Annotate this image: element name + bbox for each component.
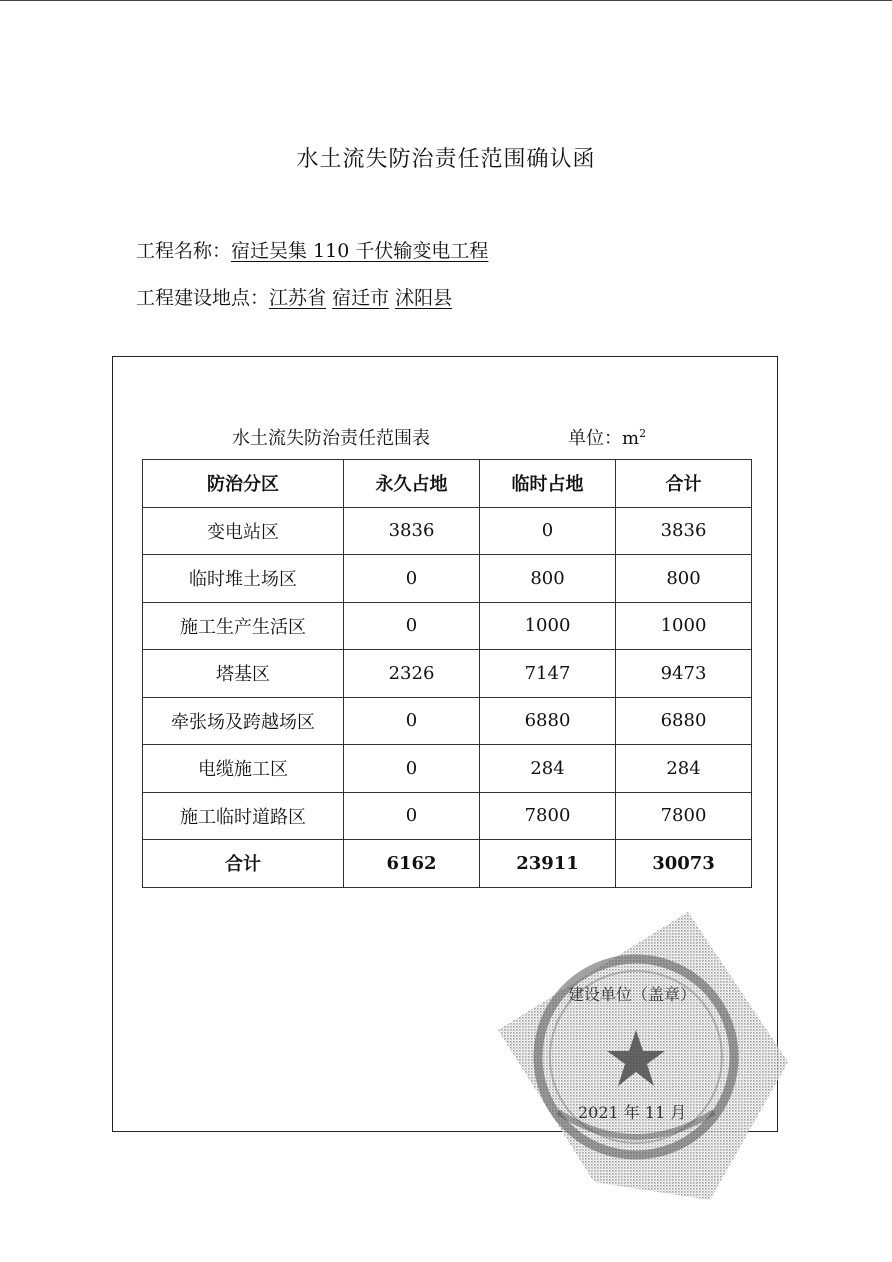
location-county: 沭阳县 [395,287,453,309]
header-permanent: 永久占地 [344,460,480,508]
total-cell: 800 [616,555,752,603]
table-row [143,745,752,793]
grand-total-cell: 30073 [616,840,752,888]
project-location-line [136,283,452,310]
project-name-label: 工程名称： [136,240,232,262]
temporary-cell: 800 [480,555,616,603]
temporary-cell: 1000 [480,602,616,650]
location-city: 宿迁市 [332,287,390,309]
total-label-cell: 合计 [143,840,344,888]
table-total-row [143,840,752,888]
temporary-cell: 0 [480,507,616,555]
official-seal [498,912,788,1202]
total-cell: 284 [616,745,752,793]
permanent-cell: 0 [344,602,480,650]
table-caption: 水土流失防治责任范围表 [232,428,430,449]
total-cell: 6880 [616,697,752,745]
zone-cell: 牵张场及跨越场区 [143,697,344,745]
total-temporary-cell: 23911 [480,840,616,888]
table-row [143,792,752,840]
zone-cell: 施工临时道路区 [143,792,344,840]
permanent-cell: 0 [344,697,480,745]
header-zone: 防治分区 [143,460,344,508]
header-temporary: 临时占地 [480,460,616,508]
temporary-cell: 7147 [480,650,616,698]
permanent-cell: 0 [344,745,480,793]
temporary-cell: 7800 [480,792,616,840]
table-row [143,555,752,603]
temporary-cell: 284 [480,745,616,793]
permanent-cell: 2326 [344,650,480,698]
permanent-cell: 0 [344,792,480,840]
signature-date: 2021 年 11 月 [578,1103,687,1122]
zone-cell: 施工生产生活区 [143,602,344,650]
unit-label [568,424,646,450]
project-name-line [136,236,488,263]
table-row [143,650,752,698]
total-cell: 7800 [616,792,752,840]
table-row [143,602,752,650]
total-permanent-cell: 6162 [344,840,480,888]
page-top-rule [0,0,892,1]
table-row [143,697,752,745]
location-label: 工程建设地点： [136,287,270,309]
zone-cell: 电缆施工区 [143,745,344,793]
header-total: 合计 [616,460,752,508]
document-title: 水土流失防治责任范围确认函 [296,147,596,172]
responsibility-table [142,459,752,888]
seal-unit-label: 建设单位（盖章） [568,985,697,1004]
location-province: 江苏省 [269,287,327,309]
total-cell: 3836 [616,507,752,555]
unit-superscript: 2 [639,427,647,440]
zone-cell: 塔基区 [143,650,344,698]
table-header-row [143,460,752,508]
temporary-cell: 6880 [480,697,616,745]
zone-cell: 临时堆土场区 [143,555,344,603]
permanent-cell: 3836 [344,507,480,555]
zone-cell: 变电站区 [143,507,344,555]
total-cell: 1000 [616,602,752,650]
total-cell: 9473 [616,650,752,698]
table-row [143,507,752,555]
unit-text: 单位：m [568,428,640,449]
project-name-value: 宿迁吴集 110 千伏输变电工程 [231,240,489,262]
permanent-cell: 0 [344,555,480,603]
